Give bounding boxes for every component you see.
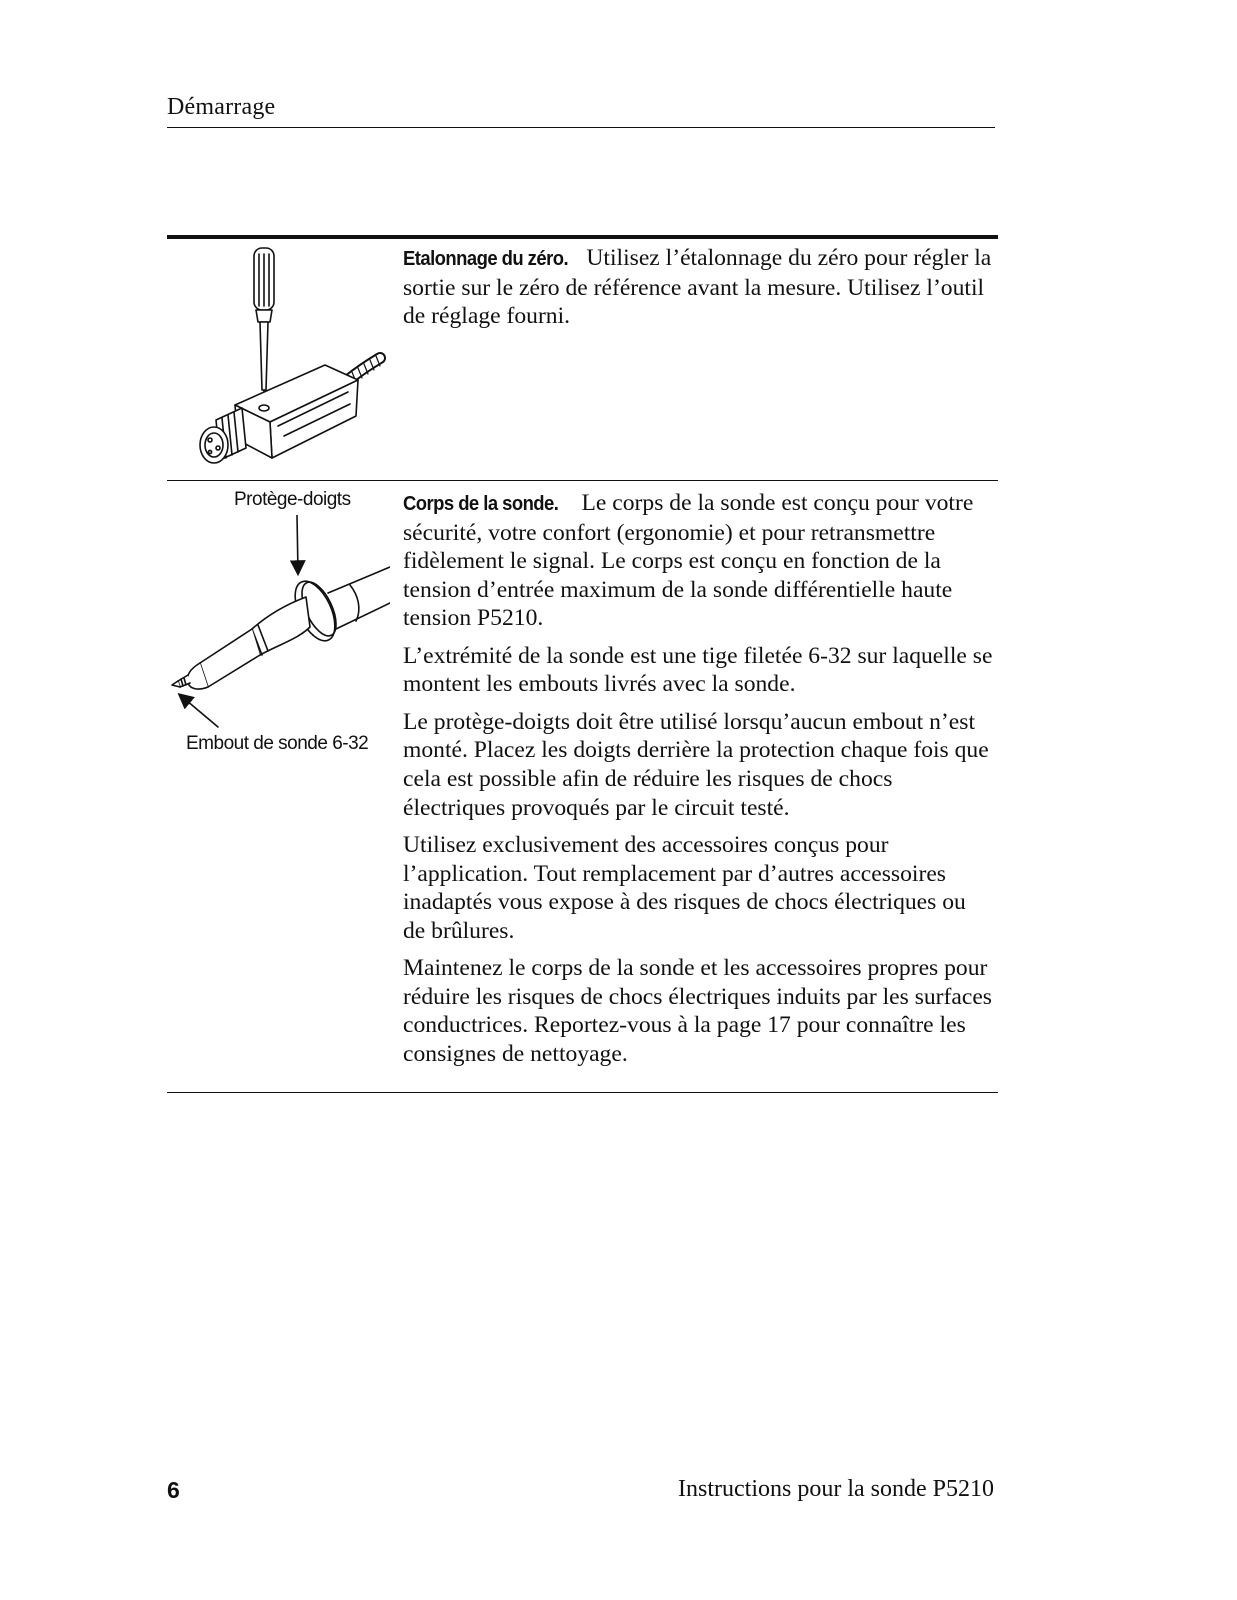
section-lead: Corps de la sonde. xyxy=(403,492,559,515)
header-rule xyxy=(167,127,995,128)
table-bottom-rule xyxy=(167,1092,998,1093)
section-lead: Etalonnage du zéro. xyxy=(403,247,569,270)
probe-body-illustration xyxy=(160,515,390,735)
running-header: Démarrage xyxy=(167,94,276,120)
section-paragraph: L’extrémité de la sonde est une tige filetée 6-32 sur laquelle se montent les embouts livrés avec la sonde. xyxy=(403,642,993,698)
page-number: 6 xyxy=(167,1477,180,1503)
section-paragraph: Le protège-doigts doit être utilisé lorsqu’aucun embout n’est monté. Placez les doigts derrière la protection chaque fois que cela est possible afin de réduire les risques de chocs électriques provoqués par le circuit testé. xyxy=(403,708,989,821)
paragraph-text: Utilisez l’étalonnage du zéro pour régler la sortie sur le zéro de référence avant la mesure. Utilisez l’outil de réglage fourni. xyxy=(403,245,992,330)
footer-document-title: Instructions pour la sonde P5210 xyxy=(678,1476,994,1502)
section-zero-calibration xyxy=(403,244,993,340)
section-paragraph xyxy=(403,489,993,633)
table-row-rule xyxy=(167,480,998,481)
section-paragraph: Utilisez exclusivement des accessoires conçus pour l’application. Tout remplacement par d’autres accessoires inadaptés vous expose à des risques de chocs électriques ou de brûlures. xyxy=(403,831,966,944)
paragraph-text: Le corps de la sonde est conçu pour votre sécurité, votre confort (ergonomie) et pour retransmettre fidèlement le signal. Le corps est conçu en fonction de la tension d’entrée maximum de la sonde différentielle haute tension P5210. xyxy=(403,490,974,632)
section-probe-body xyxy=(403,489,993,1077)
zero-adjust-illustration xyxy=(180,240,400,475)
label-probe-tip: Embout de sonde 6-32 xyxy=(186,733,369,754)
label-finger-guard: Protège-doigts xyxy=(234,489,351,510)
section-paragraph: Maintenez le corps de la sonde et les accessoires propres pour réduire les risques de chocs électriques induits par les surfaces conductrices. Reportez-vous à la page 17 pour connaître les consignes de nettoyage. xyxy=(403,955,992,1067)
table-top-rule xyxy=(167,235,998,239)
section-paragraph xyxy=(403,244,993,331)
